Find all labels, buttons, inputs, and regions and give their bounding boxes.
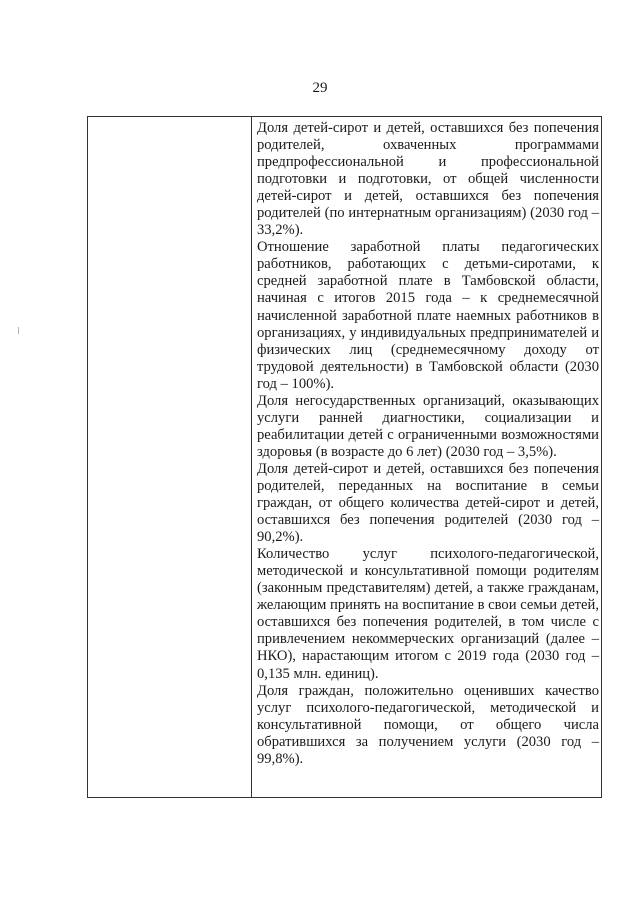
indicator-paragraph-consulting-services: Количество услуг психолого-педагогической, методической и консультативной помощи родителям (законным представителям) детей, а также гражданам, желающим принять на воспитание в свои семьи детей, оставшихся без попечения родителей, в том числе с привлечением некоммерческих организаций (далее – НКО), нарастающим итогом с 2019 года (2030 год – 0,135 млн. единиц). (257, 546, 599, 682)
indicator-paragraph-nongovernmental-orgs: Доля негосударственных организаций, оказывающих услуги ранней диагностики, социализации и реабилитации детей с ограниченными возможностями здоровья (в возрасте до 6 лет) (2030 год – 3,5%). (257, 392, 599, 460)
table-column-divider (251, 117, 252, 797)
page-number: 29 (312, 80, 328, 96)
indicator-paragraph-orphans-training: Доля детей-сирот и детей, оставшихся без попечения родителей, охваченных программами предпрофессиональной и профессиональной подготовки и подготовки, от общей численности детей-сирот и детей, оставшихся без попечения родителей (по интернатным организациям) (2030 год – 33,2%). (257, 120, 599, 239)
indicator-paragraph-teacher-salary: Отношение заработной платы педагогических работников, работающих с детьми-сиротами, к средней заработной плате в Тамбовской области, начиная с итогов 2015 года – к среднемесячной начисленной заработной плате наемных работников в организациях, у индивидуальных предпринимателей и физических лиц (среднемесячному доходу от трудовой деятельности) в Тамбовской области (2030 год – 100%). (257, 239, 599, 392)
scan-margin-mark (18, 327, 19, 334)
indicators-table (87, 116, 602, 798)
indicator-paragraph-service-quality: Доля граждан, положительно оценивших качество услуг психолого-педагогической, методической и консультативной помощи, от общего числа обратившихся за получением услуги (2030 год – 99,8%). (257, 682, 599, 767)
indicator-paragraph-family-placement: Доля детей-сирот и детей, оставшихся без попечения родителей, переданных на воспитание в семьи граждан, от общего количества детей-сирот и детей, оставшихся без попечения родителей (2030 год – 90,2%). (257, 460, 599, 546)
table-right-cell (257, 120, 599, 768)
